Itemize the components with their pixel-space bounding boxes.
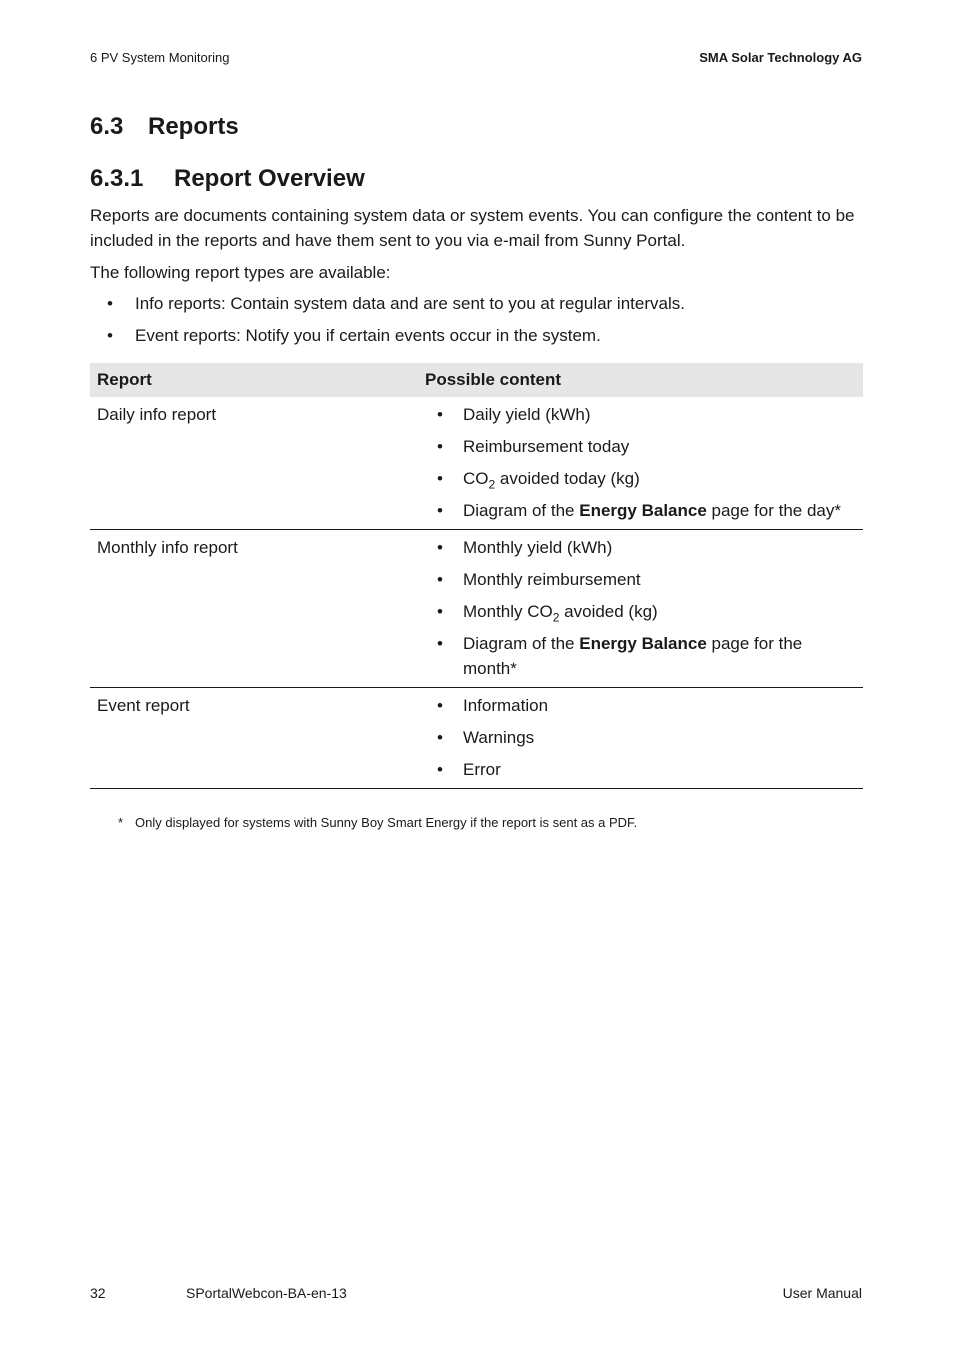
list-item-text: Warnings xyxy=(463,728,535,747)
bullet-icon: • xyxy=(437,469,443,488)
subsection-heading xyxy=(90,165,365,193)
section-heading xyxy=(90,113,239,141)
list-item-text-post: avoided today (kg) xyxy=(495,469,640,488)
list-item-text: Monthly yield (kWh) xyxy=(463,538,613,557)
page-number: 32 xyxy=(90,1285,106,1301)
bullet-icon: • xyxy=(437,570,443,589)
bullet-icon: • xyxy=(437,728,443,747)
list-item xyxy=(425,725,856,750)
table-footnote xyxy=(118,815,637,830)
list-item-text-pre: Diagram of the xyxy=(463,634,580,653)
list-item-text-post: page for the day* xyxy=(706,501,842,520)
content-cell xyxy=(418,688,863,789)
subsection-number: 6.3.1 xyxy=(90,165,144,192)
list-item xyxy=(425,631,856,681)
list-item xyxy=(425,402,856,427)
report-name-cell: Event report xyxy=(90,688,418,789)
header-chapter: 6 PV System Monitoring xyxy=(90,50,230,65)
table-header-row xyxy=(90,363,863,397)
table-row xyxy=(90,530,863,688)
list-item-text: Information xyxy=(463,696,549,715)
list-item xyxy=(425,757,856,782)
section-title: Reports xyxy=(148,113,239,140)
document-type: User Manual xyxy=(782,1285,862,1301)
list-item xyxy=(425,434,856,459)
report-name-cell: Daily info report xyxy=(90,397,418,530)
header-company: SMA Solar Technology AG xyxy=(699,50,862,65)
list-item xyxy=(425,466,856,491)
content-list xyxy=(425,535,856,681)
report-overview-table xyxy=(90,363,863,789)
list-item-text-post: avoided (kg) xyxy=(559,602,658,621)
list-item-text-post: page for the month* xyxy=(463,634,803,678)
list-item-text: Monthly reimbursement xyxy=(463,570,641,589)
bullet-icon: • xyxy=(437,760,443,779)
bullet-icon: • xyxy=(107,326,113,345)
bullet-icon: • xyxy=(437,405,443,424)
list-item xyxy=(425,535,856,560)
report-types-list xyxy=(90,291,866,355)
bold-term: Energy Balance xyxy=(579,501,707,520)
bullet-icon: • xyxy=(107,294,113,313)
list-item-text-pre: CO xyxy=(463,469,489,488)
subscript: 2 xyxy=(552,610,560,625)
document-id: SPortalWebcon-BA-en-13 xyxy=(186,1285,347,1301)
list-item xyxy=(90,323,866,348)
intro-paragraph: Reports are documents containing system data or system events. You can configure the content to be included in the reports and have them sent to you via e-mail from Sunny Portal. xyxy=(90,206,855,250)
footnote-text: Only displayed for systems with Sunny Boy Smart Energy if the report is sent as a PDF. xyxy=(135,815,638,830)
column-header-content: Possible content xyxy=(418,363,863,397)
list-item-text: Error xyxy=(463,760,501,779)
bold-term: Energy Balance xyxy=(579,634,707,653)
content-cell xyxy=(418,397,863,530)
subsection-title: Report Overview xyxy=(174,165,365,192)
bullet-icon: • xyxy=(437,437,443,456)
bullet-icon: • xyxy=(437,501,443,520)
list-item xyxy=(425,693,856,718)
list-item-text: Reimbursement today xyxy=(463,437,630,456)
list-item-text: Daily yield (kWh) xyxy=(463,405,591,424)
list-item-text: Event reports: Notify you if certain events occur in the system. xyxy=(135,326,601,345)
footnote-marker: * xyxy=(118,815,124,830)
list-item xyxy=(425,567,856,592)
list-item-text-pre: Monthly CO xyxy=(463,602,553,621)
list-item xyxy=(90,291,866,316)
list-item xyxy=(425,498,856,523)
content-list xyxy=(425,402,856,523)
content-list xyxy=(425,693,856,782)
bullet-icon: • xyxy=(437,538,443,557)
table-row xyxy=(90,688,863,789)
list-item xyxy=(425,599,856,624)
report-types-lead: The following report types are available: xyxy=(90,263,391,282)
list-item-text: Info reports: Contain system data and are sent to you at regular intervals. xyxy=(135,294,685,313)
subscript: 2 xyxy=(488,477,496,492)
bullet-icon: • xyxy=(437,602,443,621)
list-item-text-pre: Diagram of the xyxy=(463,501,580,520)
table-row xyxy=(90,397,863,530)
content-cell xyxy=(418,530,863,688)
bullet-icon: • xyxy=(437,696,443,715)
report-name-cell: Monthly info report xyxy=(90,530,418,688)
column-header-report: Report xyxy=(90,363,418,397)
section-number: 6.3 xyxy=(90,113,124,140)
bullet-icon: • xyxy=(437,634,443,653)
